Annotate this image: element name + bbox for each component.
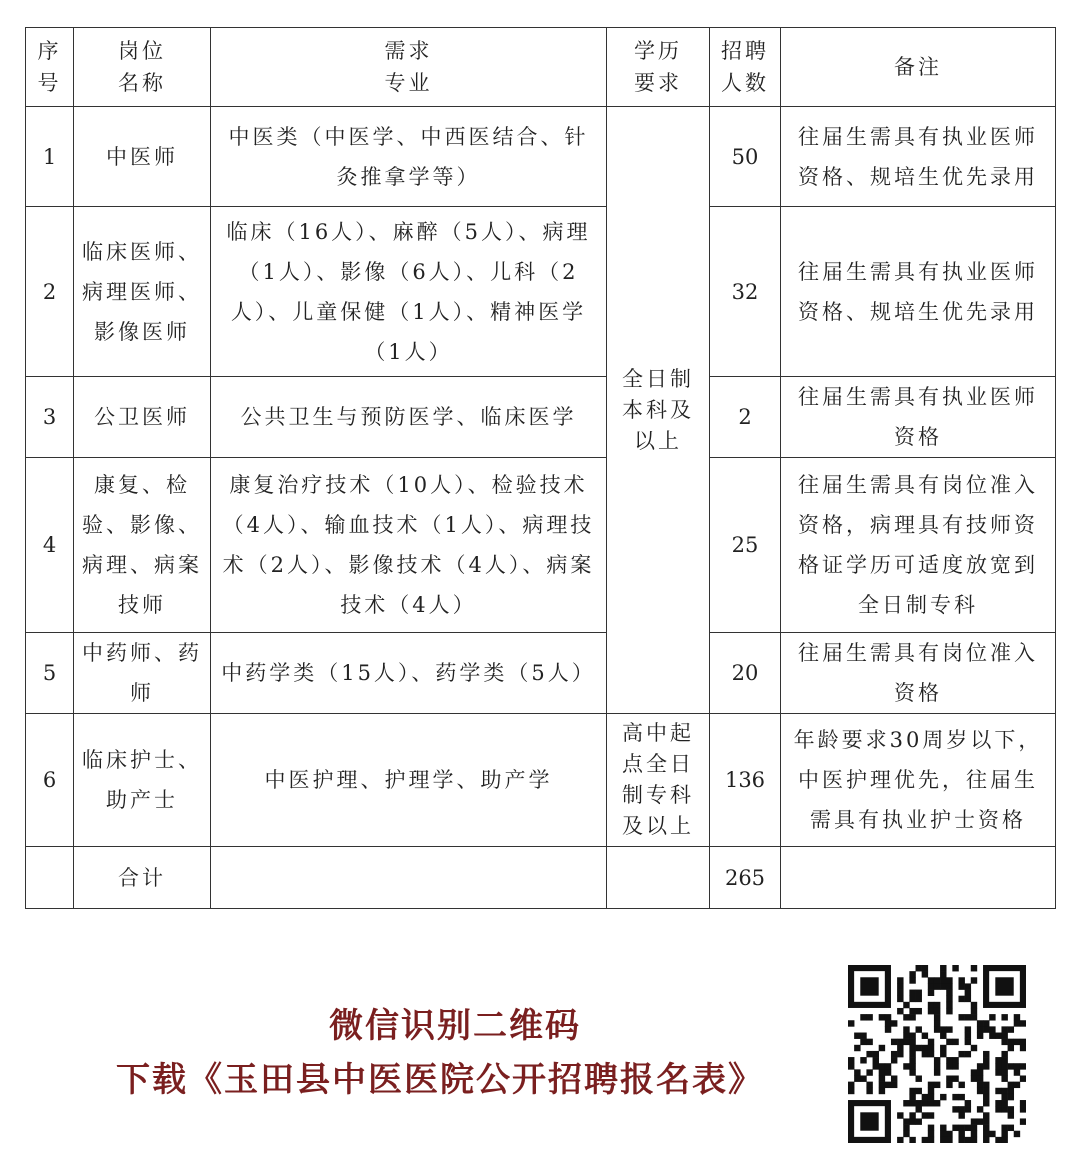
row-note: 往届生需具有岗位准入资格 <box>781 633 1056 714</box>
row-seq: 4 <box>26 458 74 633</box>
header-position: 岗位 名称 <box>74 28 211 107</box>
table-row <box>26 107 1056 207</box>
qr-code-icon[interactable] <box>848 965 1026 1143</box>
header-seq: 序 号 <box>26 28 74 107</box>
total-major-empty <box>211 847 607 909</box>
header-major: 需求 专业 <box>211 28 607 107</box>
row-major: 公共卫生与预防医学、临床医学 <box>211 377 607 458</box>
total-row <box>26 847 1056 909</box>
recruitment-table <box>25 27 1056 909</box>
row-note: 往届生需具有岗位准入资格，病理具有技师资格证学历可适度放宽到全日制专科 <box>781 458 1056 633</box>
row-count: 136 <box>710 714 781 847</box>
row-major: 中药学类（15人）、药学类（5人） <box>211 633 607 714</box>
row-seq: 6 <box>26 714 74 847</box>
row-position: 中医师 <box>74 107 211 207</box>
row-count: 2 <box>710 377 781 458</box>
row-seq: 2 <box>26 207 74 377</box>
row-count: 32 <box>710 207 781 377</box>
header-education: 学历 要求 <box>607 28 710 107</box>
table-row <box>26 207 1056 377</box>
header-count: 招聘 人数 <box>710 28 781 107</box>
recruitment-table-container <box>25 27 1055 909</box>
row-seq: 5 <box>26 633 74 714</box>
row-count: 25 <box>710 458 781 633</box>
row-count: 20 <box>710 633 781 714</box>
table-row <box>26 714 1056 847</box>
row-major: 临床（16人）、麻醉（5人）、病理（1人）、影像（6人）、儿科（2人）、儿童保健（1人）、精神医学（1人） <box>211 207 607 377</box>
total-label: 合计 <box>74 847 211 909</box>
education-requirement-group1: 全日制本科及以上 <box>607 107 710 714</box>
row-seq: 1 <box>26 107 74 207</box>
row-position: 临床医师、病理医师、影像医师 <box>74 207 211 377</box>
education-requirement-group2: 高中起点全日制专科及以上 <box>607 714 710 847</box>
row-count: 50 <box>710 107 781 207</box>
footer-line-scan: 微信识别二维码 <box>329 1006 581 1046</box>
row-major: 中医类（中医学、中西医结合、针灸推拿学等） <box>211 107 607 207</box>
footer-caption <box>0 1000 880 1108</box>
table-row <box>26 458 1056 633</box>
row-position: 公卫医师 <box>74 377 211 458</box>
header-row <box>26 28 1056 107</box>
row-major: 康复治疗技术（10人）、检验技术（4人）、输血技术（1人）、病理技术（2人）、影像技术（4人）、病案技术（4人） <box>211 458 607 633</box>
row-position: 中药师、药师 <box>74 633 211 714</box>
total-edu-empty <box>607 847 710 909</box>
qr-code-graphic <box>848 965 1026 1143</box>
row-note: 年龄要求30周岁以下，中医护理优先，往届生需具有执业护士资格 <box>781 714 1056 847</box>
total-note-empty <box>781 847 1056 909</box>
row-seq: 3 <box>26 377 74 458</box>
row-note: 往届生需具有执业医师资格、规培生优先录用 <box>781 207 1056 377</box>
row-position: 临床护士、助产士 <box>74 714 211 847</box>
row-position: 康复、检验、影像、病理、病案技师 <box>74 458 211 633</box>
total-seq-empty <box>26 847 74 909</box>
row-major: 中医护理、护理学、助产学 <box>211 714 607 847</box>
total-count: 265 <box>710 847 781 909</box>
footer-line-download: 下载《玉田县中医医院公开招聘报名表》 <box>116 1060 764 1100</box>
table-row <box>26 633 1056 714</box>
row-note: 往届生需具有执业医师资格、规培生优先录用 <box>781 107 1056 207</box>
row-note: 往届生需具有执业医师资格 <box>781 377 1056 458</box>
table-row <box>26 377 1056 458</box>
header-note: 备注 <box>781 28 1056 107</box>
